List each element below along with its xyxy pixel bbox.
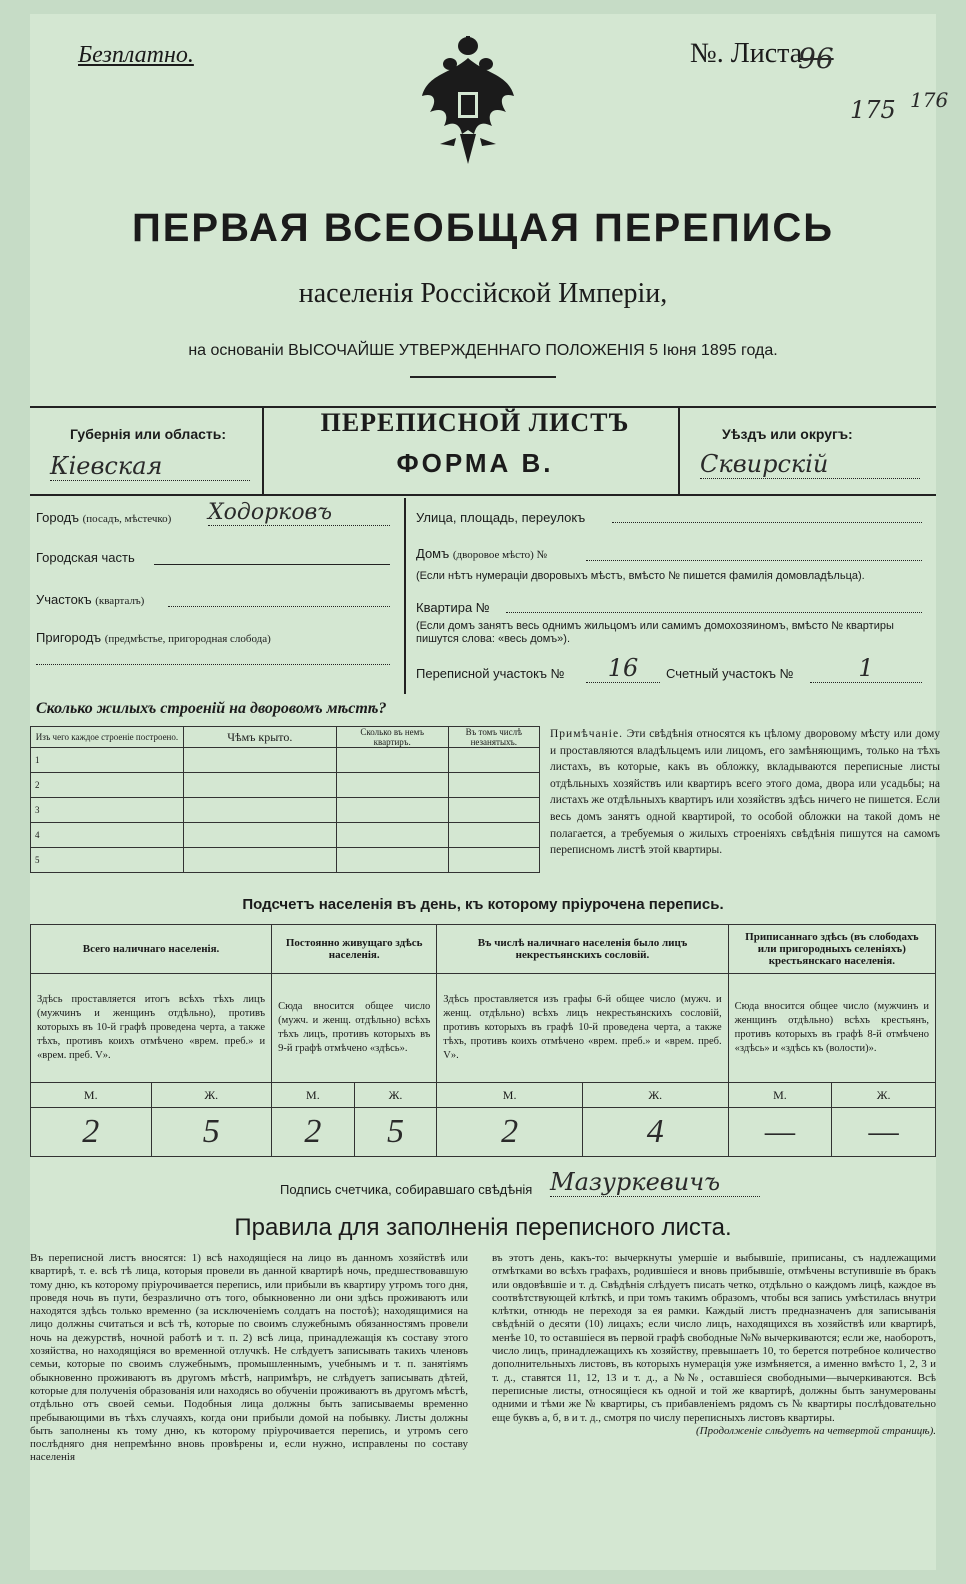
male-label: М. xyxy=(728,1083,832,1108)
female-label: Ж. xyxy=(151,1083,272,1108)
flat-note: (Если домъ занятъ весь однимъ жильцомъ или самимъ домохозяиномъ, вмѣсто № квартиры пишутся слова: «весь домъ»). xyxy=(416,620,894,645)
rules-continued: (Продолженіе слѣдуетъ на четвертой страницѣ). xyxy=(696,1424,936,1437)
female-label: Ж. xyxy=(832,1083,936,1108)
note-text: Эти свѣдѣнія относятся къ цѣлому дворовому мѣсту или дому и проставляются владѣльцемъ или лицомъ, его замѣняющимъ, только на тѣхъ листахъ, въ которые, какъ въ обложку, вкладываются переписные листы отдѣльныхъ хозяйствъ или квартиръ всего этого дома, двора или усадьбы; на листахъ же отдѣльныхъ квартиръ или хозяйствъ здѣсь ничего не пишется. Если весь домъ занятъ одной квартирой, то особой обложки на такой домъ не полагается, а требуемыя о жилыхъ строеніяхъ свѣдѣнія пишутся на самомъ переписномъ листѣ этой квартиры. xyxy=(550,728,940,857)
count-value-female[interactable]: 4 xyxy=(582,1108,728,1157)
col-roof: Чѣмъ крыто. xyxy=(183,727,336,748)
flat-field[interactable] xyxy=(506,612,922,613)
count-value-male[interactable]: 2 xyxy=(31,1108,152,1157)
house-label: Домъ (дворовое мѣсто) № xyxy=(416,546,548,561)
table-row[interactable]: 5 xyxy=(31,848,540,873)
signature-label: Подпись счетчика, собиравшаго свѣдѣнія xyxy=(280,1182,533,1197)
count-value-female[interactable]: 5 xyxy=(354,1108,437,1157)
rules-column-1: Въ переписной листъ вносятся: 1) всѣ находящіеся на лицо въ данномъ хозяйствѣ или квартирѣ, т. е. всѣ тѣ лица, которыя провели въ данной квартирѣ ночь, предшествовавшую тому дню, къ которому пріурочивается перепись, или прибыли въ квартиру утромъ того дня, проведя ночь въ пути, безразлично отъ того, обыкновенно ли они здѣсь проживаютъ или находятся здѣсь только временно (за исключеніемъ солдатъ на постоѣ); находящимися на лицо должны считаться и всѣ тѣ, которые по своимъ служебнымъ обязанностямъ провели ночь на дежурствѣ, ночной работѣ и т. п. 2) всѣ лица, принадлежащія къ составу этого хозяйства, но находящіяся во временной отлучкѣ. Не слѣдуетъ записывать такихъ членовъ семьи, которые по своимъ служебнымъ, промышленнымъ, учебнымъ и т. п. занятіямъ обыкновенно проживаютъ въ другомъ мѣстѣ, напримѣръ, не слѣдуетъ записывать дѣтей, которые для полученія образованія или находясь во обученіи проживаютъ въ другомъ мѣстѣ, отдѣльно отъ своей семьи. Подобныя лица должны быть записываемы временно пребывающими въ тѣхъ случаяхъ, когда они прибыли домой на побывку. Листы должны быть заполнены къ тому дню, къ которому пріурочивается перепись, и утромъ сего послѣдняго дня непремѣнно вновь провѣрены и, если нужно, исправлены по составу населенія xyxy=(30,1252,468,1464)
buildings-question: Сколько жилыхъ строеній на дворовомъ мѣстѣ? xyxy=(36,700,387,717)
suburb-field[interactable] xyxy=(36,664,390,665)
quarter-label: Участокъ (кварталъ) xyxy=(36,592,145,607)
street-field[interactable] xyxy=(612,522,922,523)
count-area-value[interactable]: 1 xyxy=(810,654,922,683)
province-label: Губернія или область: xyxy=(70,426,227,442)
page-subtitle: населенія Россійской Имперіи, xyxy=(298,278,668,309)
count-col-head: Въ числѣ наличнаго населенія было лицъ некрестьянскихъ сословій. xyxy=(437,925,728,974)
count-col-head: Постоянно живущаго здѣсь населенія. xyxy=(272,925,437,974)
count-col-desc: Сюда вносится общее число (мужчинъ и женщинъ отдѣльно) всѣхъ крестьянъ, противъ которыхъ въ графѣ 8-й отмѣчено «здѣсь» и «здѣсь къ (волости)». xyxy=(728,974,935,1083)
count-value-male[interactable]: 2 xyxy=(272,1108,355,1157)
rules-column-2 xyxy=(492,1252,936,1438)
signature-value[interactable]: Мазуркевичъ xyxy=(550,1168,760,1197)
count-area-label: Счетный участокъ № xyxy=(666,666,794,681)
rules-title: Правила для заполненія переписного листа. xyxy=(234,1214,732,1241)
district-value[interactable]: Сквирскiй xyxy=(700,450,920,479)
sheet-number-handwritten: 175 xyxy=(850,96,896,124)
city-label: Городъ (посадъ, мѣстечко) xyxy=(36,510,172,525)
house-note: (Если нѣтъ нумераціи дворовыхъ мѣстъ, вмѣсто № пишется фамилія домовладѣльца). xyxy=(416,570,865,582)
census-area-value[interactable]: 16 xyxy=(586,654,660,683)
imperial-eagle-emblem-icon xyxy=(420,34,516,174)
suburb-label: Пригородъ (предмѣстье, пригородная слобода) xyxy=(36,630,271,645)
table-row[interactable]: 3 xyxy=(31,798,540,823)
form-label: ФОРМА В. xyxy=(396,448,554,478)
legal-basis: на основаніи ВЫСОЧАЙШЕ УТВЕРЖДЕННАГО ПОЛОЖЕНІЯ 5 Іюня 1895 года. xyxy=(188,342,778,359)
count-value-female[interactable]: — xyxy=(832,1108,936,1157)
city-value[interactable]: Ходорковъ xyxy=(208,500,390,526)
count-title: Подсчетъ населенія въ день, къ которому пріурочена перепись. xyxy=(242,896,724,913)
census-form-page xyxy=(30,14,949,1570)
province-value[interactable]: Кiевская xyxy=(50,452,250,481)
table-row[interactable]: 1 xyxy=(31,748,540,773)
col-flats: Сколько въ немъ квартиръ. xyxy=(336,727,448,748)
table-row[interactable]: 4 xyxy=(31,823,540,848)
sheet-number-handwritten-2: 176 xyxy=(910,88,949,112)
quarter-field[interactable] xyxy=(168,606,390,607)
census-area-label: Переписной участокъ № xyxy=(416,666,565,681)
free-label: Безплатно. xyxy=(78,42,194,68)
table-row[interactable]: 2 xyxy=(31,773,540,798)
district-label: Уѣздъ или округъ: xyxy=(722,426,853,442)
note xyxy=(550,726,940,859)
count-col-desc: Здѣсь проставляется изъ графы 6-й общее число (мужч. и женщ. отдѣльно) всѣхъ лицъ некрестьянскихъ сословій, противъ которыхъ въ графѣ 10-й проведена черта, а также тѣхъ, противъ коихъ отмѣчено «врем. преб.» и «врем. преб. V». xyxy=(437,974,728,1083)
divider xyxy=(410,376,556,378)
count-value-male[interactable]: — xyxy=(728,1108,832,1157)
house-field[interactable] xyxy=(586,560,922,561)
sheet-number-label: №. Листа xyxy=(690,38,803,69)
female-label: Ж. xyxy=(354,1083,437,1108)
count-table xyxy=(30,924,936,1157)
count-col-head: Всего наличнаго населенія. xyxy=(31,925,272,974)
page-title: ПЕРВАЯ ВСЕОБЩАЯ ПЕРЕПИСЬ xyxy=(132,206,834,250)
female-label: Ж. xyxy=(582,1083,728,1108)
city-part-label: Городская часть xyxy=(36,550,135,565)
count-value-female[interactable]: 5 xyxy=(151,1108,272,1157)
male-label: М. xyxy=(272,1083,355,1108)
note-label: Примѣчаніе. xyxy=(550,728,623,740)
flat-label: Квартира № xyxy=(416,600,490,615)
street-label: Улица, площадь, переулокъ xyxy=(416,510,586,525)
male-label: М. xyxy=(31,1083,152,1108)
count-value-male[interactable]: 2 xyxy=(437,1108,583,1157)
sheet-number-crossed: 96 xyxy=(798,42,834,75)
col-material: Изъ чего каждое строеніе построено. xyxy=(31,727,184,748)
male-label: М. xyxy=(437,1083,583,1108)
col-occupied: Въ томъ числѣ незанятыхъ. xyxy=(448,727,539,748)
sheet-title: ПЕРЕПИСНОЙ ЛИСТЪ xyxy=(320,408,630,437)
city-part-field[interactable] xyxy=(154,564,390,565)
count-col-head: Приписаннаго здѣсь (въ слободахъ или пригородныхъ селеніяхъ) крестьянскаго населенія. xyxy=(728,925,935,974)
rules-column-2-text: въ этотъ день, какъ-то: вычеркнуты умершіе и выбывшіе, приписаны, съ надлежащими отмѣтками во всѣхъ графахъ, родившіеся и вновь прибывшіе, отмѣчены вступившіе въ бракъ или овдовѣвшіе и т. д. Свѣдѣнія слѣдуетъ писать четко, отдѣльно о каждомъ лицѣ, каждое въ соотвѣтствующей клѣткѣ, и при томъ такимъ образомъ, чтобы вся запись умѣстилась внутри клѣтки, отнюдь не переходя за ея рамки. Каждый листъ предназначенъ для записыванія свѣдѣній о десяти (10) лицахъ; если число лицъ, находящихся въ хозяйствѣ или квартирѣ, менѣе 10, то оставшіеся въ первой графѣ свободные №№ вычеркиваются; если же, наоборотъ, число лицъ, принадлежащихъ къ хозяйству, превышаетъ 10, то берется потребное количество дополнительныхъ листовъ, въ которыхъ нумерація уже измѣняется, а именно вмѣсто 1, 2, 3 и т. д., ставятся 11, 12, 13 и т. д., а №№, оставшіеся свободными—вычеркиваются. Всѣ переписные листы, относящіеся къ одной и той же квартирѣ, должны быть занумерованы одними и тѣми же № квартиры, съ прибавленіемъ рядомъ съ № квартиры послѣдовательно еще буквъ а, б, в и т. д., смотря по числу переписныхъ листовъ квартиры. xyxy=(492,1252,936,1424)
buildings-table xyxy=(30,726,540,873)
count-col-desc: Сюда вносится общее число (мужч. и женщ. отдѣльно) всѣхъ тѣхъ лицъ, противъ которыхъ въ 9-й графѣ отмѣчено «здѣсь». xyxy=(272,974,437,1083)
count-col-desc: Здѣсь проставляется итогъ всѣхъ тѣхъ лицъ (мужчинъ и женщинъ отдѣльно), противъ которыхъ въ 10-й графѣ проведена черта, а также тѣхъ, противъ коихъ отмѣчено «врем. преб.» и «врем. преб. V». xyxy=(31,974,272,1083)
